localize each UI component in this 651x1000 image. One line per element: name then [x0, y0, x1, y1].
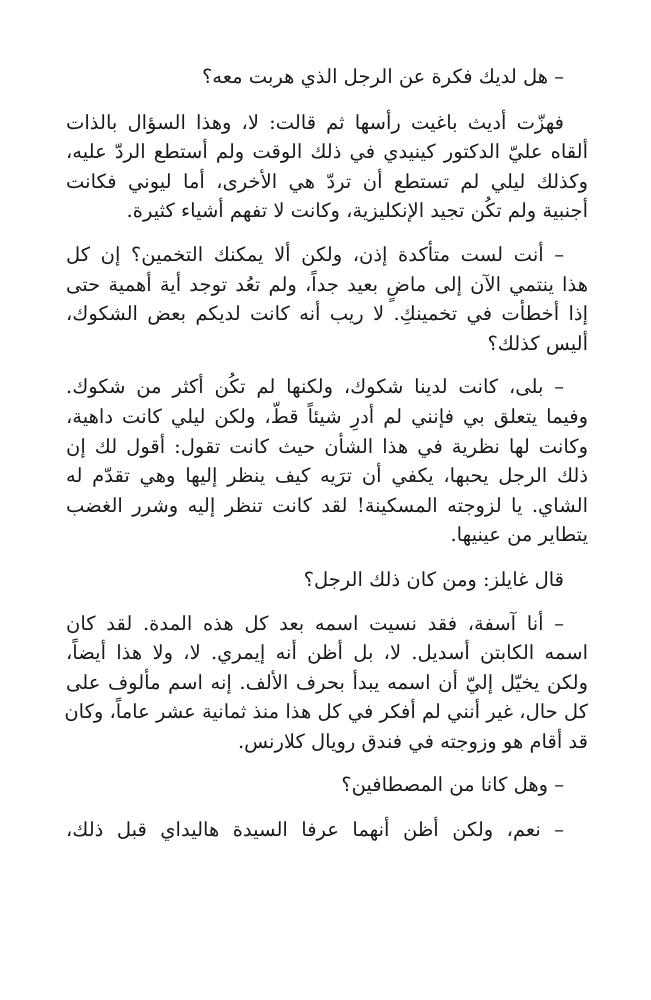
text-line: – بلى، كانت لدينا شكوك، ولكنها لم تكُن أكثر من شكوك.	[66, 375, 564, 399]
text-line: وكانت لها نظرية في هذا الشأن حيث كانت تقول: أقول لك إن	[66, 434, 588, 458]
text-line: – وهل كانا من المصطافين؟	[341, 773, 564, 797]
text-line: وكذلك ليلي لم تستطع أن تردّ هي الأخرى، أما ليوني فكانت	[66, 169, 588, 193]
paragraph-gap	[66, 550, 588, 565]
text-line: – أنا آسفة، فقد نسيت اسمه بعد كل هذه المدة. لقد كان	[66, 611, 564, 635]
paragraph	[66, 770, 588, 800]
text-line: كل حال، غير أنني لم أفكر في كل هذا منذ ثمانية عشر عاماً، وكان	[64, 700, 588, 724]
paragraph-gap	[66, 800, 588, 815]
text-line: ولكن يخيّل إليّ أن اسمه يبدأ بحرف الألف. إنه اسم مألوف على	[66, 670, 588, 694]
paragraph-gap	[66, 595, 588, 609]
text-line: – نعم، ولكن أظن أنهما عرفا السيدة هاليداي قبل ذلك،	[66, 818, 564, 842]
text-line: هذا ينتمي الآن إلى ماضٍ بعيد جداً، ولم تعُد توجد أية أهمية حتى	[66, 272, 588, 296]
paragraph-gap	[66, 358, 588, 372]
paragraph	[66, 372, 588, 550]
text-line: – هل لديك فكرة عن الرجل الذي هربت معه؟	[201, 65, 564, 88]
paragraph-gap	[66, 756, 588, 770]
text-line: قال غايلز: ومن كان ذلك الرجل؟	[303, 567, 564, 591]
paragraph	[66, 240, 588, 358]
text-line: وفيما يتعلق بي فإنني لم أدرِ شيئاً قطّ، ولكن ليلي كانت داهية،	[66, 404, 588, 428]
text-line: أليس كذلك؟	[487, 331, 588, 355]
paragraph	[66, 565, 588, 595]
paragraph-gap	[66, 226, 588, 240]
text-line: – أنت لست متأكدة إذن، ولكن ألا يمكنك التخمين؟ إن كل	[66, 242, 564, 266]
text-line: قد أقام هو وزوجته في فندق رويال كلارنس.	[237, 729, 588, 753]
paragraph	[66, 108, 588, 226]
paragraph	[66, 609, 588, 757]
paragraph	[66, 815, 588, 845]
text-line: يتطاير من عينيها.	[450, 523, 588, 547]
paragraph-gap	[66, 92, 588, 108]
text-line: اسمه الكابتن أسديل. لا، بل أظن أنه إيمري. لا، ولا هذا أيضاً،	[66, 641, 588, 665]
book-page	[66, 62, 588, 845]
paragraph	[66, 62, 588, 92]
text-line: الشاي. يا لزوجته المسكينة! لقد كانت تنظر إليه وشرر الغضب	[66, 493, 588, 517]
text-line: ألقاه عليّ الدكتور كينيدي في ذلك الوقت ولم أستطع الردّ عليه،	[66, 140, 588, 164]
text-line: إذا أخطأت في تخمينكِ. لا ريب أنه كانت لديكم بعض الشكوك،	[66, 302, 588, 326]
text-line: ذلك الرجل يحبها، يكفي أن ترَيه كيف ينظر إليها وهي تقدّم له	[66, 464, 588, 488]
text-line: فهزّت أديث باغيت رأسها ثم قالت: لا، وهذا السؤال بالذات	[66, 110, 564, 134]
text-line: أجنبية ولم تكُن تجيد الإنكليزية، وكانت لا تفهم أشياء كثيرة.	[126, 199, 588, 223]
